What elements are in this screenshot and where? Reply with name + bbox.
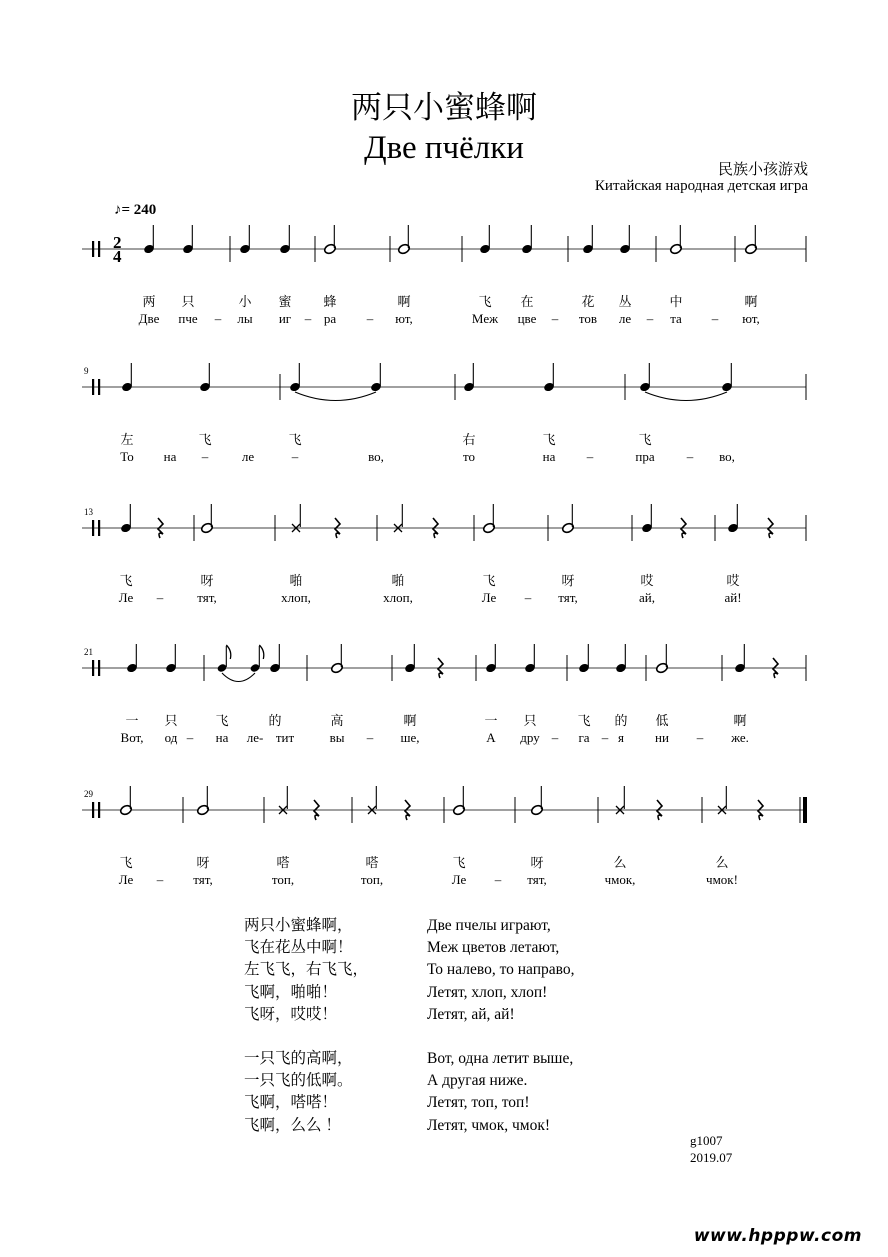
lyric-russian: То xyxy=(120,449,134,464)
lyric-chinese: 只 xyxy=(181,294,195,309)
lyric-russian: во, xyxy=(719,449,735,464)
lyric-russian: А xyxy=(486,730,496,745)
lyric-russian: – xyxy=(201,449,209,464)
lyric-chinese: 丛 xyxy=(618,294,632,309)
lyric-chinese: 飞 xyxy=(452,855,466,870)
source-chinese: 民族小孩游戏 xyxy=(717,162,808,178)
verses-chinese xyxy=(244,915,368,1137)
lyric-russian: хлоп, xyxy=(281,590,311,605)
percussion-clef-icon xyxy=(98,379,100,395)
percussion-clef-icon xyxy=(92,241,94,257)
measure-number: 13 xyxy=(84,507,93,517)
verse-line: 左飞飞，右飞飞， xyxy=(244,961,369,979)
verse-line: 飞啊，嗒嗒！ xyxy=(244,1094,338,1112)
verse-line: 两只小蜜蜂啊， xyxy=(244,917,353,934)
website-watermark: www.hpppw.com xyxy=(693,1226,862,1246)
catalog-info xyxy=(690,1132,732,1166)
lyric-chinese: 高 xyxy=(330,713,344,728)
source-russian: Китайская народная детская игра xyxy=(594,178,808,194)
title-russian: Две пчёлки xyxy=(364,130,524,166)
verse-line: Летят, ай, ай! xyxy=(427,1005,515,1023)
lyric-russian: – xyxy=(494,872,502,887)
lyric-russian: Ле xyxy=(118,872,134,887)
lyric-russian: – xyxy=(366,311,374,326)
verse-line: А другая ниже. xyxy=(427,1072,528,1090)
lyric-russian: Ле xyxy=(118,590,134,605)
verse-line: 飞在花丛中啊！ xyxy=(244,939,353,957)
final-barline xyxy=(803,797,807,823)
lyric-russian: ра xyxy=(323,311,337,326)
lyric-russian: пра xyxy=(635,449,655,464)
lyric-russian: ни xyxy=(655,730,669,745)
lyric-chinese: 中 xyxy=(669,294,683,309)
tie xyxy=(645,392,727,401)
time-signature-bottom: 4 xyxy=(113,247,122,266)
verse-line: 飞啊，么么 ！ xyxy=(244,1116,341,1134)
lyric-russian: – xyxy=(156,872,164,887)
lyric-chinese: 一 xyxy=(125,713,139,728)
lyric-russian: чмок! xyxy=(706,872,738,887)
lyric-chinese: 飞 xyxy=(482,573,496,588)
lyric-russian: цве xyxy=(517,311,537,326)
verse-line: 飞呀，哎哎！ xyxy=(244,1005,338,1023)
verse-line: 一只飞的高啊， xyxy=(244,1050,353,1068)
lyric-russian: – xyxy=(601,730,609,745)
lyric-russian: тят, xyxy=(193,872,213,887)
verse-line: 飞啊，啪啪！ xyxy=(244,983,338,1001)
lyric-chinese: 飞 xyxy=(638,432,652,447)
lyric-chinese: 嗒 xyxy=(365,855,379,870)
percussion-clef-icon xyxy=(92,802,94,818)
lyric-chinese: 哎 xyxy=(726,573,740,588)
title-chinese: 两只小蜜蜂啊 xyxy=(351,90,537,125)
verse-line: Летят, чмок, чмок! xyxy=(427,1116,551,1134)
percussion-clef-icon xyxy=(92,379,94,395)
lyric-russian: ле- xyxy=(246,730,264,745)
lyric-russian: Ле xyxy=(481,590,497,605)
percussion-clef-icon xyxy=(98,520,100,536)
lyric-chinese: 啊 xyxy=(397,294,411,309)
percussion-clef-icon xyxy=(98,802,100,818)
lyric-russian: – xyxy=(291,449,299,464)
lyric-russian: иг xyxy=(278,311,292,326)
lyric-russian: пче xyxy=(178,311,198,326)
lyric-russian: – xyxy=(686,449,694,464)
lyric-chinese: 啊 xyxy=(733,713,747,728)
lyric-chinese: 飞 xyxy=(119,855,133,870)
stanza-1-chinese xyxy=(244,915,368,1026)
lyric-russian: на xyxy=(215,730,229,745)
note-flag xyxy=(226,645,231,659)
lyric-chinese: 飞 xyxy=(288,432,302,447)
lyric-chinese: 小 xyxy=(238,294,252,309)
tie xyxy=(222,673,255,682)
lyric-russian: вы xyxy=(329,730,345,745)
verse-line: Меж цветов летают, xyxy=(427,939,560,957)
lyric-chinese: 的 xyxy=(268,713,282,728)
lyric-russian: – xyxy=(586,449,594,464)
percussion-clef-icon xyxy=(92,660,94,676)
lyric-russian: я xyxy=(618,730,624,745)
measure-number: 21 xyxy=(84,647,93,657)
lyric-chinese: 蜜 xyxy=(278,294,292,309)
lyric-chinese: 两 xyxy=(142,294,156,309)
lyric-russian: тят, xyxy=(527,872,547,887)
verses-russian xyxy=(427,915,575,1137)
lyric-chinese: 飞 xyxy=(215,713,229,728)
lyric-russian: ай, xyxy=(639,590,655,605)
lyric-russian: га xyxy=(578,730,590,745)
lyric-chinese: 在 xyxy=(520,294,534,309)
lyric-russian: та xyxy=(670,311,682,326)
lyric-russian: топ, xyxy=(360,872,384,887)
lyric-russian: – xyxy=(646,311,654,326)
lyric-russian: – xyxy=(366,730,374,745)
lyric-chinese: 么 xyxy=(715,855,729,870)
lyric-chinese: 啊 xyxy=(403,713,417,728)
lyric-russian: во, xyxy=(368,449,384,464)
lyric-chinese: 飞 xyxy=(478,294,492,309)
lyric-russian: на xyxy=(542,449,556,464)
lyric-russian: ше, xyxy=(400,730,420,745)
lyric-chinese: 的 xyxy=(614,713,628,728)
lyric-chinese: 右 xyxy=(462,432,476,447)
tempo-value: = 240 xyxy=(121,202,157,218)
lyric-chinese: 啪 xyxy=(391,573,405,588)
verse-line: Вот, одна летит выше, xyxy=(427,1050,574,1068)
verse-line: 一只飞的低啊。 xyxy=(244,1072,353,1090)
lyric-chinese: 飞 xyxy=(119,573,133,588)
lyric-chinese: 一 xyxy=(484,713,498,728)
percussion-clef-icon xyxy=(98,660,100,676)
lyric-russian: лы xyxy=(237,311,253,326)
verse-line: Летят, топ, топ! xyxy=(427,1094,530,1112)
stanza-1-russian xyxy=(427,915,575,1026)
lyric-russian: ле xyxy=(241,449,255,464)
lyric-chinese: 呀 xyxy=(200,573,214,588)
lyric-chinese: 呀 xyxy=(561,573,575,588)
stanza-2-russian xyxy=(427,1048,575,1137)
lyric-russian: тов xyxy=(578,311,598,326)
note-flag xyxy=(259,645,264,659)
measure-number: 9 xyxy=(84,366,89,376)
tie xyxy=(295,392,376,401)
lyric-russian: Вот, xyxy=(120,730,144,745)
lyric-chinese: 啊 xyxy=(744,294,758,309)
verse-line: Две пчелы играют, xyxy=(427,917,551,934)
lyric-russian: ай! xyxy=(724,590,742,605)
lyric-russian: – xyxy=(711,311,719,326)
percussion-clef-icon xyxy=(98,241,100,257)
lyric-chinese: 啪 xyxy=(289,573,303,588)
catalog-date: 2019.07 xyxy=(690,1150,733,1165)
lyric-russian: ле xyxy=(618,311,632,326)
eighth-note-icon: ♪ xyxy=(114,202,122,218)
verse-line: Летят, хлоп, хлоп! xyxy=(427,983,548,1001)
lyric-russian: – xyxy=(214,311,222,326)
lyric-russian: – xyxy=(524,590,532,605)
lyric-russian: од xyxy=(164,730,178,745)
lyric-russian: тят, xyxy=(558,590,578,605)
lyric-russian: – xyxy=(551,311,559,326)
lyric-russian: Меж xyxy=(471,311,499,326)
time-signature-top: 2 xyxy=(113,233,122,252)
lyric-chinese: 只 xyxy=(523,713,537,728)
lyric-russian: – xyxy=(304,311,312,326)
lyric-russian: – xyxy=(551,730,559,745)
lyric-russian: топ, xyxy=(271,872,295,887)
lyric-russian: ют, xyxy=(395,311,413,326)
lyric-russian: то xyxy=(462,449,476,464)
lyric-russian: – xyxy=(186,730,194,745)
lyric-chinese: 蜂 xyxy=(323,294,337,309)
lyric-chinese: 花 xyxy=(581,294,595,309)
lyric-russian: – xyxy=(156,590,164,605)
lyric-chinese: 飞 xyxy=(542,432,556,447)
lyric-chinese: 呀 xyxy=(530,855,544,870)
lyric-russian: тят, xyxy=(197,590,217,605)
lyric-russian: на xyxy=(163,449,177,464)
lyric-chinese: 哎 xyxy=(640,573,654,588)
lyric-russian: – xyxy=(696,730,704,745)
lyric-chinese: 嗒 xyxy=(276,855,290,870)
measure-number: 29 xyxy=(84,789,93,799)
stanza-2-chinese xyxy=(244,1048,368,1137)
lyric-russian: дру xyxy=(520,730,540,745)
lyric-russian: же. xyxy=(731,730,749,745)
verse-line: То налево, то направо, xyxy=(427,961,575,979)
lyric-russian: Ле xyxy=(451,872,467,887)
lyric-chinese: 左 xyxy=(120,432,134,447)
lyric-chinese: 只 xyxy=(164,713,178,728)
catalog-code: g1007 xyxy=(690,1133,723,1148)
lyric-chinese: 飞 xyxy=(198,432,212,447)
percussion-clef-icon xyxy=(92,520,94,536)
lyric-chinese: 飞 xyxy=(577,713,591,728)
lyric-russian: Две xyxy=(138,311,160,326)
lyric-russian: хлоп, xyxy=(383,590,413,605)
lyric-russian: чмок, xyxy=(604,872,636,887)
lyric-chinese: 么 xyxy=(613,855,627,870)
lyric-russian: тит xyxy=(275,730,295,745)
lyric-russian: ют, xyxy=(742,311,760,326)
lyric-chinese: 低 xyxy=(655,713,669,728)
lyric-chinese: 呀 xyxy=(196,855,210,870)
